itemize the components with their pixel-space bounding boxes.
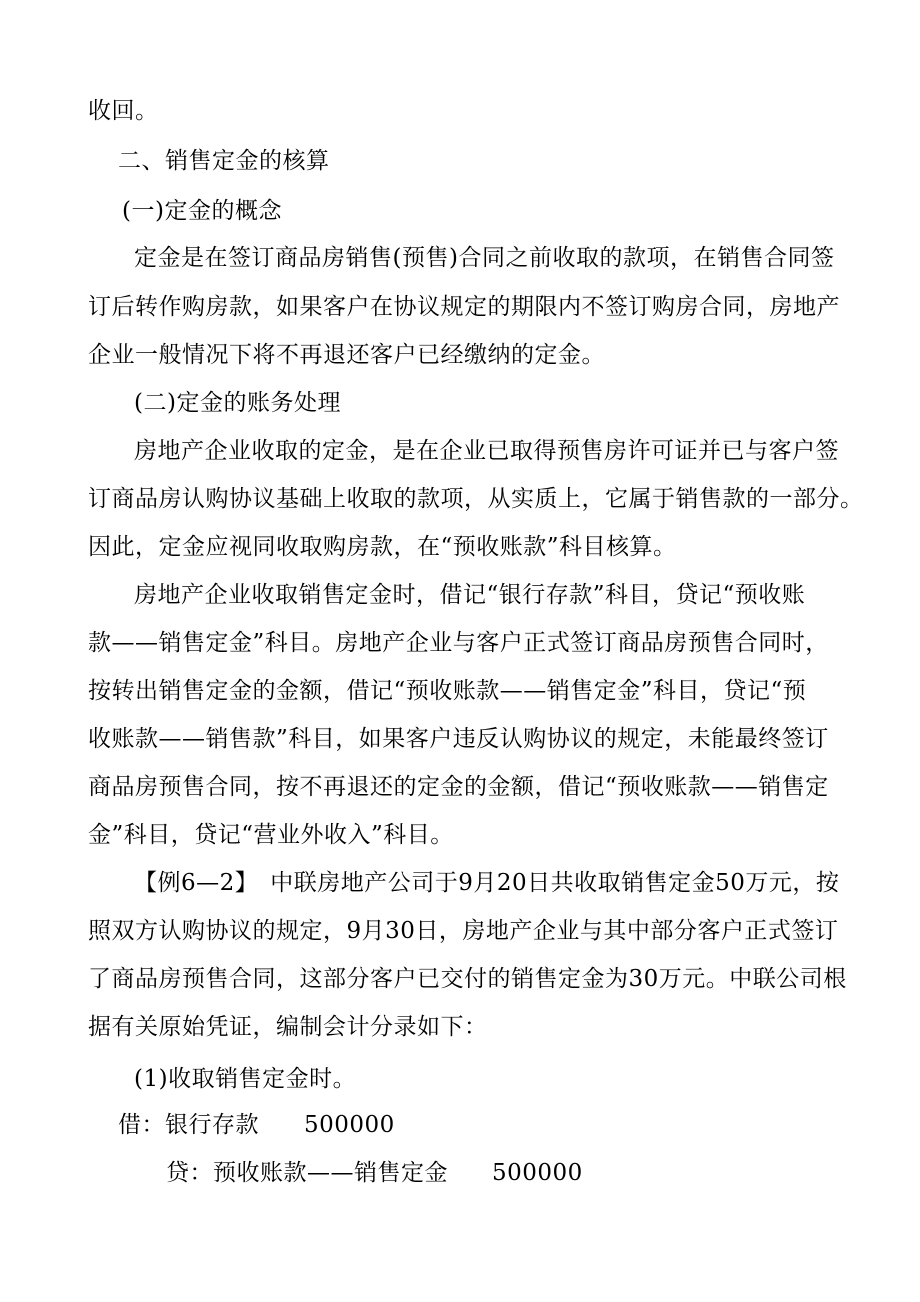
credit-entry-amount: 500000 bbox=[492, 1160, 583, 1186]
text-line-20: 据有关原始凭证，编制会计分录如下： bbox=[88, 1014, 488, 1040]
example-heading: 【例6—2】 中联房地产公司于9月20日共收取销售定金50万元，按 bbox=[134, 870, 840, 896]
text-line-15: 商品房预售合同，按不再退还的定金的金额，借记“预收账款——销售定 bbox=[88, 774, 829, 800]
text-line-18: 照双方认购协议的规定，9月30日，房地产企业与其中部分客户正式签订 bbox=[88, 918, 839, 944]
section-heading: 二、销售定金的核算 bbox=[118, 148, 330, 174]
text-line-9: 订商品房认购协议基础上收取的款项，从实质上，它属于销售款的一部分。 bbox=[88, 486, 864, 512]
debit-entry-label: 借：银行存款 bbox=[118, 1112, 259, 1138]
text-line-12: 款——销售定金”科目。房地产企业与客户正式签订商品房预售合同时， bbox=[88, 630, 829, 656]
text-line-13: 按转出销售定金的金额，借记“预收账款——销售定金”科目，贷记“预 bbox=[88, 678, 807, 704]
text-line-16: 金”科目，贷记“营业外收入”科目。 bbox=[88, 822, 454, 848]
debit-entry-amount: 500000 bbox=[304, 1112, 395, 1138]
text-line-11: 房地产企业收取销售定金时，借记“银行存款”科目，贷记“预收账 bbox=[134, 582, 806, 608]
text-line-1: 收回。 bbox=[88, 98, 159, 124]
text-line-8: 房地产企业收取的定金，是在企业已取得预售房许可证并已与客户签 bbox=[134, 438, 839, 464]
credit-entry-label: 贷：预收账款——销售定金 bbox=[166, 1160, 448, 1186]
subsection-heading-2: (二)定金的账务处理 bbox=[134, 390, 341, 416]
text-line-19: 了商品房预售合同，这部分客户已交付的销售定金为30万元。中联公司根 bbox=[88, 966, 847, 992]
step-heading: (1)收取销售定金时。 bbox=[134, 1066, 357, 1092]
text-line-5: 订后转作购房款，如果客户在协议规定的期限内不签订购房合同，房地产 bbox=[88, 294, 840, 320]
text-line-4: 定金是在签订商品房销售(预售)合同之前收取的款项，在销售合同签 bbox=[134, 245, 835, 271]
text-line-10: 因此，定金应视同收取购房款，在“预收账款”科目核算。 bbox=[88, 534, 677, 560]
text-line-6: 企业一般情况下将不再退还客户已经缴纳的定金。 bbox=[88, 342, 605, 368]
text-line-14: 收账款——销售款”科目，如果客户违反认购协议的规定，未能最终签订 bbox=[88, 726, 829, 752]
subsection-heading-1: (一)定金的概念 bbox=[122, 198, 282, 224]
